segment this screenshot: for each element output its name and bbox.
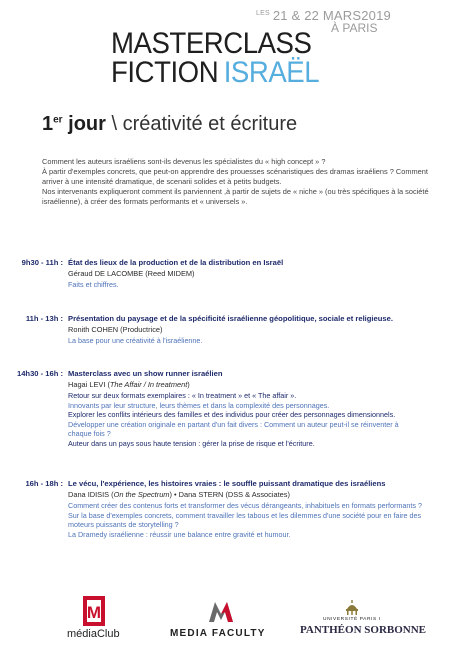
pantheon-dome-icon [344,600,360,616]
session-1-description: Faits et chiffres. [68,280,119,289]
mediaclub-label: médiaClub [67,628,120,640]
session-1-speaker: Géraud DE LACOMBE (Reed MIDEM) [68,269,195,278]
title-fiction-israel: FICTION ISRAËL [111,56,320,89]
session-2-speaker: Ronith COHEN (Productrice) [68,325,163,334]
intro-paragraph: Comment les auteurs israéliens sont-ils devenus les spécialistes du « high concept » ? À partir d'exemples concrets, que peut-on apprendre des prouesses scénaristiques des dramas israéliens ? Comment arriver à une intensité dramatique, de scenarii solides et à petits budgets. Nos intervenants expliqueront comment ils parviennent ,à partir de sujets de « niche » (ou très spécifiques à la société israélienne), à créer des formats performants et « universels ». [42,157,429,206]
pantheon-sorbonne-label: PANTHÉON SORBONNE [300,624,427,636]
mediaclub-logo [78,594,110,632]
media-faculty-label: MEDIA FACULTY [170,628,266,639]
session-3-speaker: Hagai LEVI (The Affair / In treatment) [68,380,190,389]
session-2-title: Présentation du paysage et de la spécificité israélienne géopolitique, sociale et religieuse. [68,314,393,323]
event-dates: $^{LES}$ 21 & 22 MARS2019 [256,8,391,23]
session-2-time: 11h - 13h : [25,314,63,323]
session-4-description: Comment créer des contenus forts et transformer des vécus dérangeants, inhabituels en formats performants ? Sur la base d'exemples concrets, comment travailler les tabous et les dilemmes d'une société pour en faire des moteurs puissants de storytelling ? La Dramedy israélienne : réussir une balance entre gravité et humour. [68,501,422,539]
pantheon-university-label: UNIVERSITÉ PARIS I [323,617,381,622]
session-1-time: 9h30 - 11h : [21,258,63,267]
media-faculty-icon [207,600,235,624]
session-4-title: Le vécu, l'expérience, les histoires vraies : le souffle puissant dramatique des israéliens [68,479,386,488]
event-city: À PARIS [331,21,378,35]
mediaclub-logo-letter: M [86,603,102,622]
session-4-time: 16h - 18h : [25,479,63,488]
session-2-description: La base pour une créativité à l'israélienne. [68,336,203,345]
title-masterclass: MASTERCLASS [111,27,312,60]
session-4-speaker: Dana IDISIS (On the Spectrum) • Dana STERN (DSS & Associates) [68,490,290,499]
session-1-title: État des lieux de la production et de la distribution en Israël [68,258,284,267]
session-3-title: Masterclass avec un show runner israélien [68,369,223,378]
session-3-description: Retour sur deux formats exemplaires : « In treatment » et « The affair ». Innovants par leur structure, leurs thèmes et dans la complexité des personnages. Explorer les conflits intérieurs des familles et des individus pour créer des personnages dimensionnels. Développer une création originale en partant d'un fait divers : Comment un auteur peut-il se réinventer à chaque fois ? Auteur dans un pays sous haute tension : gérer la prise de risque et l'écriture. [68,391,399,448]
day-heading: 1er jour \ créativité et écriture [42,113,298,135]
session-3-time: 14h30 - 16h : [16,369,63,378]
